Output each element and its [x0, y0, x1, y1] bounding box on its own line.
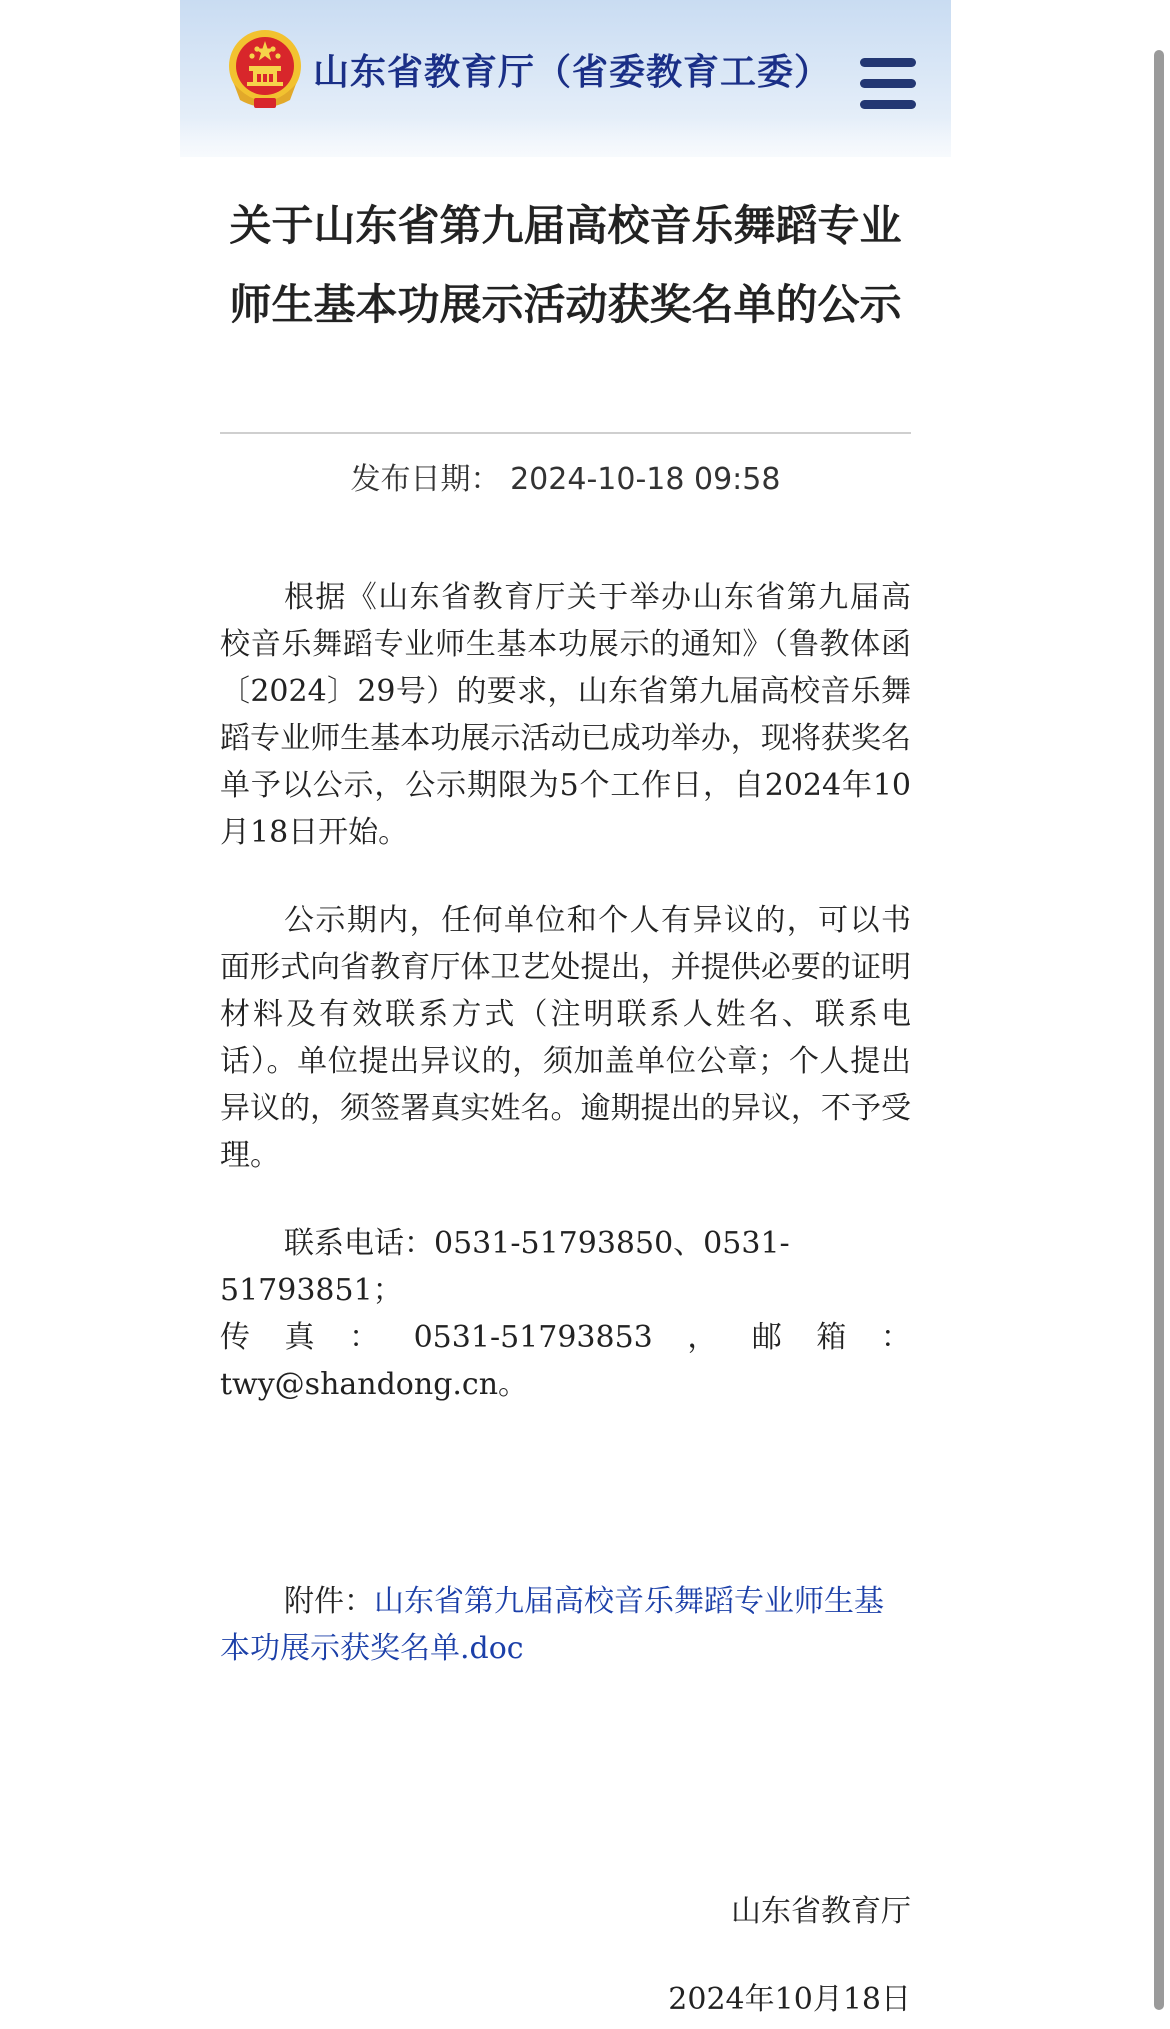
- title-divider: [220, 432, 911, 434]
- site-header: [180, 0, 951, 157]
- publish-date-label: 发布日期：: [350, 462, 501, 497]
- menu-bar: [860, 58, 916, 67]
- separator-comma: ，: [687, 1320, 718, 1355]
- contact-info: [220, 1220, 911, 1408]
- contact-fax-mail: [220, 1314, 911, 1361]
- menu-bar: [860, 100, 916, 109]
- national-emblem-icon[interactable]: [224, 26, 306, 112]
- publish-date-value: 2024-10-18 09:58: [510, 462, 781, 497]
- contact-phone: 联系电话：0531-51793850、0531-51793851；: [220, 1226, 790, 1308]
- article-title: 关于山东省第九届高校音乐舞蹈专业师生基本功展示活动获奖名单的公示: [229, 201, 902, 329]
- scrollbar[interactable]: [1154, 50, 1164, 2010]
- site-title[interactable]: 山东省教育厅（省委教育工委）: [313, 52, 832, 93]
- contact-email: twy@shandong.cn。: [220, 1367, 529, 1402]
- fax-colon: ：: [349, 1320, 380, 1355]
- publish-date: [220, 454, 911, 498]
- paragraph-2: 公示期内，任何单位和个人有异议的，可以书面形式向省教育厅体卫艺处提出，并提供必要的证明材料及有效联系方式（注明联系人姓名、联系电话）。单位提出异议的，须加盖单位公章；个人提出异议的，须签署真实姓名。逾期提出的异议，不予受理。: [220, 903, 911, 1173]
- fax-label-char: 传: [220, 1320, 250, 1355]
- fax-number: 0531-51793853: [413, 1320, 653, 1355]
- fax-label-char: 真: [284, 1320, 315, 1355]
- mail-colon: ：: [880, 1320, 911, 1355]
- paragraph-1: 根据《山东省教育厅关于举办山东省第九届高校音乐舞蹈专业师生基本功展示的通知》（鲁教体函〔2024〕29号）的要求，山东省第九届高校音乐舞蹈专业师生基本功展示活动已成功举办，现将获奖名单予以公示，公示期限为5个工作日，自2024年10月18日开始。: [220, 580, 911, 850]
- page: [180, 0, 951, 2029]
- attachment: [220, 1578, 911, 1672]
- menu-bar: [860, 79, 916, 88]
- mail-label-char: 箱: [816, 1320, 847, 1355]
- attachment-link[interactable]: 山东省第九届高校音乐舞蹈专业师生基本功展示获奖名单.doc: [220, 1584, 884, 1666]
- signature-date: 2024年10月18日: [668, 1982, 911, 2017]
- hamburger-menu-icon[interactable]: [860, 58, 918, 116]
- mail-label-char: 邮: [751, 1320, 782, 1355]
- signature-org: 山东省教育厅: [731, 1894, 911, 1929]
- attachment-label: 附件：: [284, 1584, 374, 1619]
